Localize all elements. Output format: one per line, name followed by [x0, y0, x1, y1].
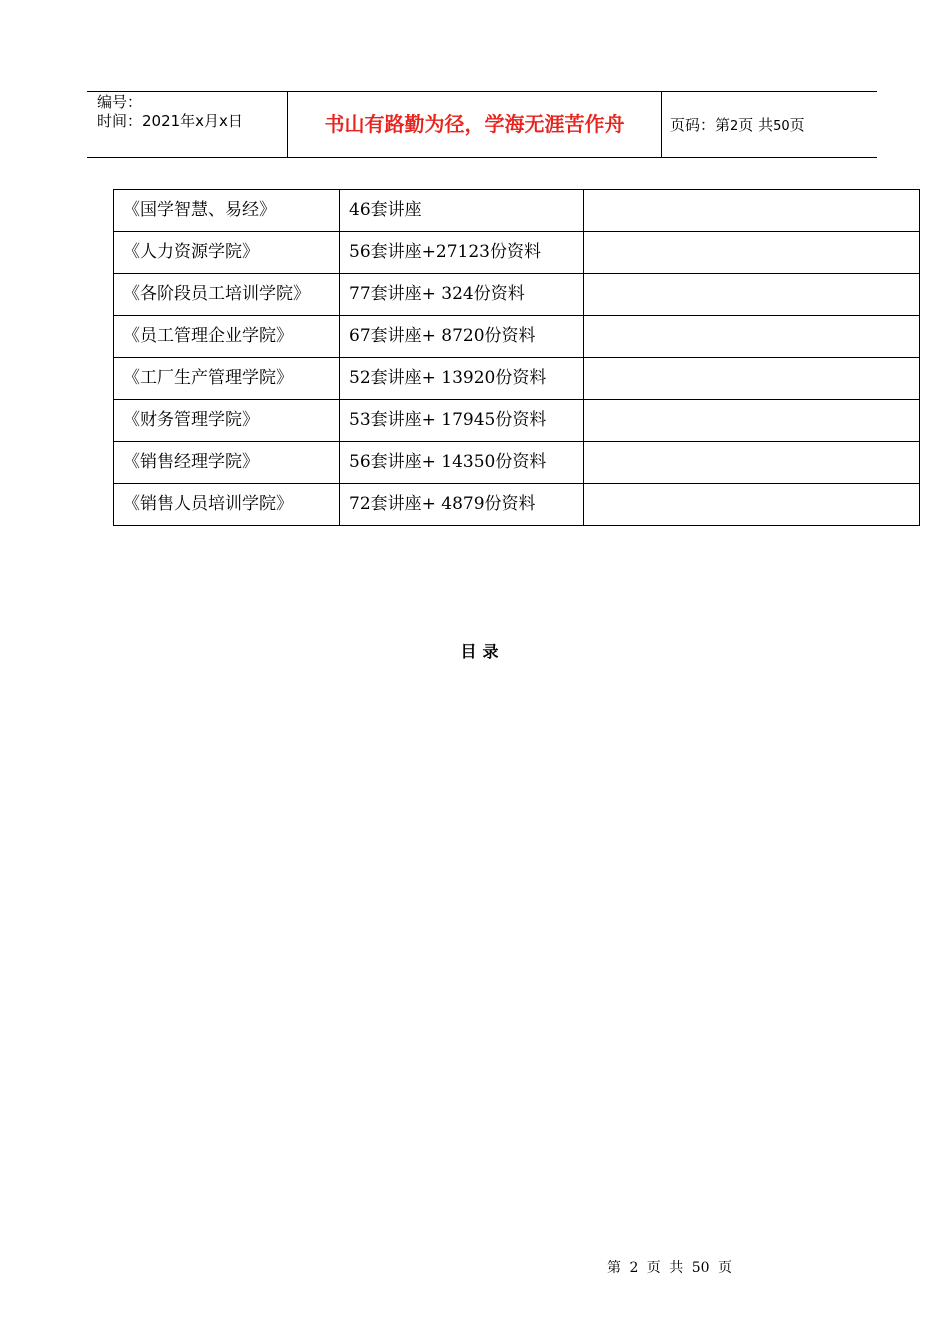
- table-row: [114, 232, 920, 274]
- table-row: [114, 316, 920, 358]
- table-row: [114, 484, 920, 526]
- course-detail: 77套讲座+ 324份资料: [340, 274, 584, 316]
- course-name: 《销售经理学院》: [114, 442, 340, 484]
- page-number: 2: [730, 119, 739, 134]
- serial-label: 编号：: [97, 93, 143, 111]
- course-name: 《销售人员培训学院》: [114, 484, 340, 526]
- course-note: [584, 274, 920, 316]
- page-total: 50: [773, 119, 790, 134]
- header-meta: [97, 93, 243, 131]
- course-note: [584, 232, 920, 274]
- course-detail: 52套讲座+ 13920份资料: [340, 358, 584, 400]
- page-mid: 页 共: [738, 116, 774, 134]
- table-row: [114, 400, 920, 442]
- course-note: [584, 358, 920, 400]
- header-top-rule: [87, 91, 877, 92]
- header-page-info: [670, 115, 805, 137]
- course-note: [584, 190, 920, 232]
- page-footer: 第 2 页 共 50 页: [607, 1260, 732, 1276]
- course-note: [584, 442, 920, 484]
- course-name: 《财务管理学院》: [114, 400, 340, 442]
- course-note: [584, 484, 920, 526]
- course-name: 《人力资源学院》: [114, 232, 340, 274]
- course-detail: 67套讲座+ 8720份资料: [340, 316, 584, 358]
- course-detail: 72套讲座+ 4879份资料: [340, 484, 584, 526]
- header-motto: 书山有路勤为径，学海无涯苦作舟: [324, 112, 625, 136]
- course-name: 《各阶段员工培训学院》: [114, 274, 340, 316]
- header-divider-right: [661, 91, 662, 157]
- header-bottom-rule: [87, 157, 877, 158]
- course-detail: 56套讲座+ 14350份资料: [340, 442, 584, 484]
- page-suffix: 页: [789, 116, 805, 134]
- course-detail: 53套讲座+ 17945份资料: [340, 400, 584, 442]
- table-row: [114, 274, 920, 316]
- course-name: 《员工管理企业学院》: [114, 316, 340, 358]
- course-name: 《国学智慧、易经》: [114, 190, 340, 232]
- page-prefix: 页码：第: [670, 116, 731, 134]
- course-table: [113, 189, 920, 526]
- course-note: [584, 316, 920, 358]
- course-detail: 46套讲座: [340, 190, 584, 232]
- toc-title: 目录: [460, 642, 505, 661]
- course-name: 《工厂生产管理学院》: [114, 358, 340, 400]
- date-label: 时间：2021年x月x日: [97, 112, 243, 130]
- table-row: [114, 190, 920, 232]
- course-detail: 56套讲座+27123份资料: [340, 232, 584, 274]
- table-row: [114, 442, 920, 484]
- table-row: [114, 358, 920, 400]
- course-note: [584, 400, 920, 442]
